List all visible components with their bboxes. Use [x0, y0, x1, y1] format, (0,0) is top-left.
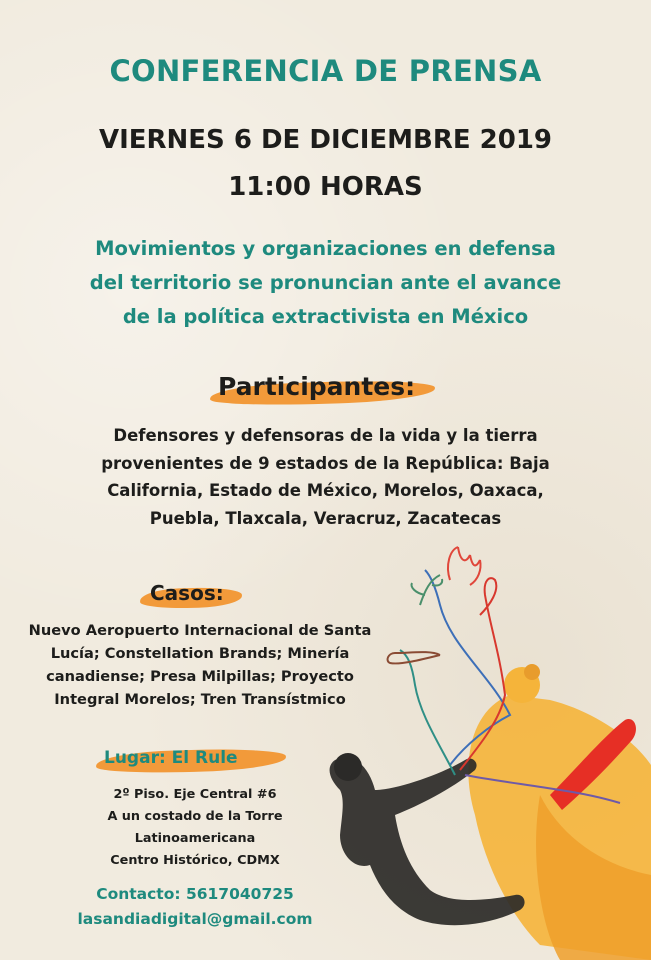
participants-line: provenientes de 9 estados de la República: Baja: [101, 453, 550, 473]
cases-line: Lucía; Constellation Brands; Minería: [50, 645, 350, 662]
subtitle-line: del territorio se pronuncian ante el avance: [89, 271, 562, 294]
contact-phone: Contacto: 5617040725: [96, 885, 294, 903]
event-date: VIERNES 6 DE DICIEMBRE 2019: [98, 125, 553, 155]
participants-label: Participantes:: [218, 372, 416, 401]
poster-title: CONFERENCIA DE PRENSA: [109, 54, 542, 88]
participants-line: Defensores y defensoras de la vida y la tierra: [113, 426, 538, 445]
event-subtitle: [40, 232, 611, 334]
cases-label: Casos:: [150, 581, 224, 605]
address-line: Latinoamericana: [134, 831, 256, 846]
location-label: Lugar: El Rule: [104, 748, 238, 768]
yellow-figure-bun: [524, 664, 540, 680]
cases-line: Integral Morelos; Tren Transístmico: [54, 691, 346, 708]
brown-thread: [388, 652, 440, 663]
event-time: 11:00 HORAS: [228, 172, 423, 202]
participants-description: [60, 422, 591, 532]
red-hand-outline: [448, 547, 481, 585]
leaf-sprig: [412, 575, 443, 605]
contact-email: lasandiadigital@gmail.com: [77, 910, 313, 928]
address-line: 2º Piso. Eje Central #6: [113, 787, 277, 802]
dark-figure-head: [334, 753, 362, 781]
address-line: Centro Histórico, CDMX: [110, 853, 280, 868]
participants-line: California, Estado de México, Morelos, Oaxaca,: [107, 481, 544, 500]
address-line: A un costado de la Torre: [107, 809, 283, 824]
cases-line: Nuevo Aeropuerto Internacional de Santa: [28, 622, 372, 639]
subtitle-line: de la política extractivista en México: [122, 305, 529, 328]
participants-line: Puebla, Tlaxcala, Veracruz, Zacatecas: [149, 508, 502, 528]
teal-thread: [400, 650, 455, 775]
cases-line: canadiense; Presa Milpillas; Proyecto: [46, 668, 354, 685]
subtitle-line: Movimientos y organizaciones en defensa: [95, 237, 556, 260]
location-address: [60, 784, 330, 872]
two-figures-illustration: [300, 535, 651, 960]
